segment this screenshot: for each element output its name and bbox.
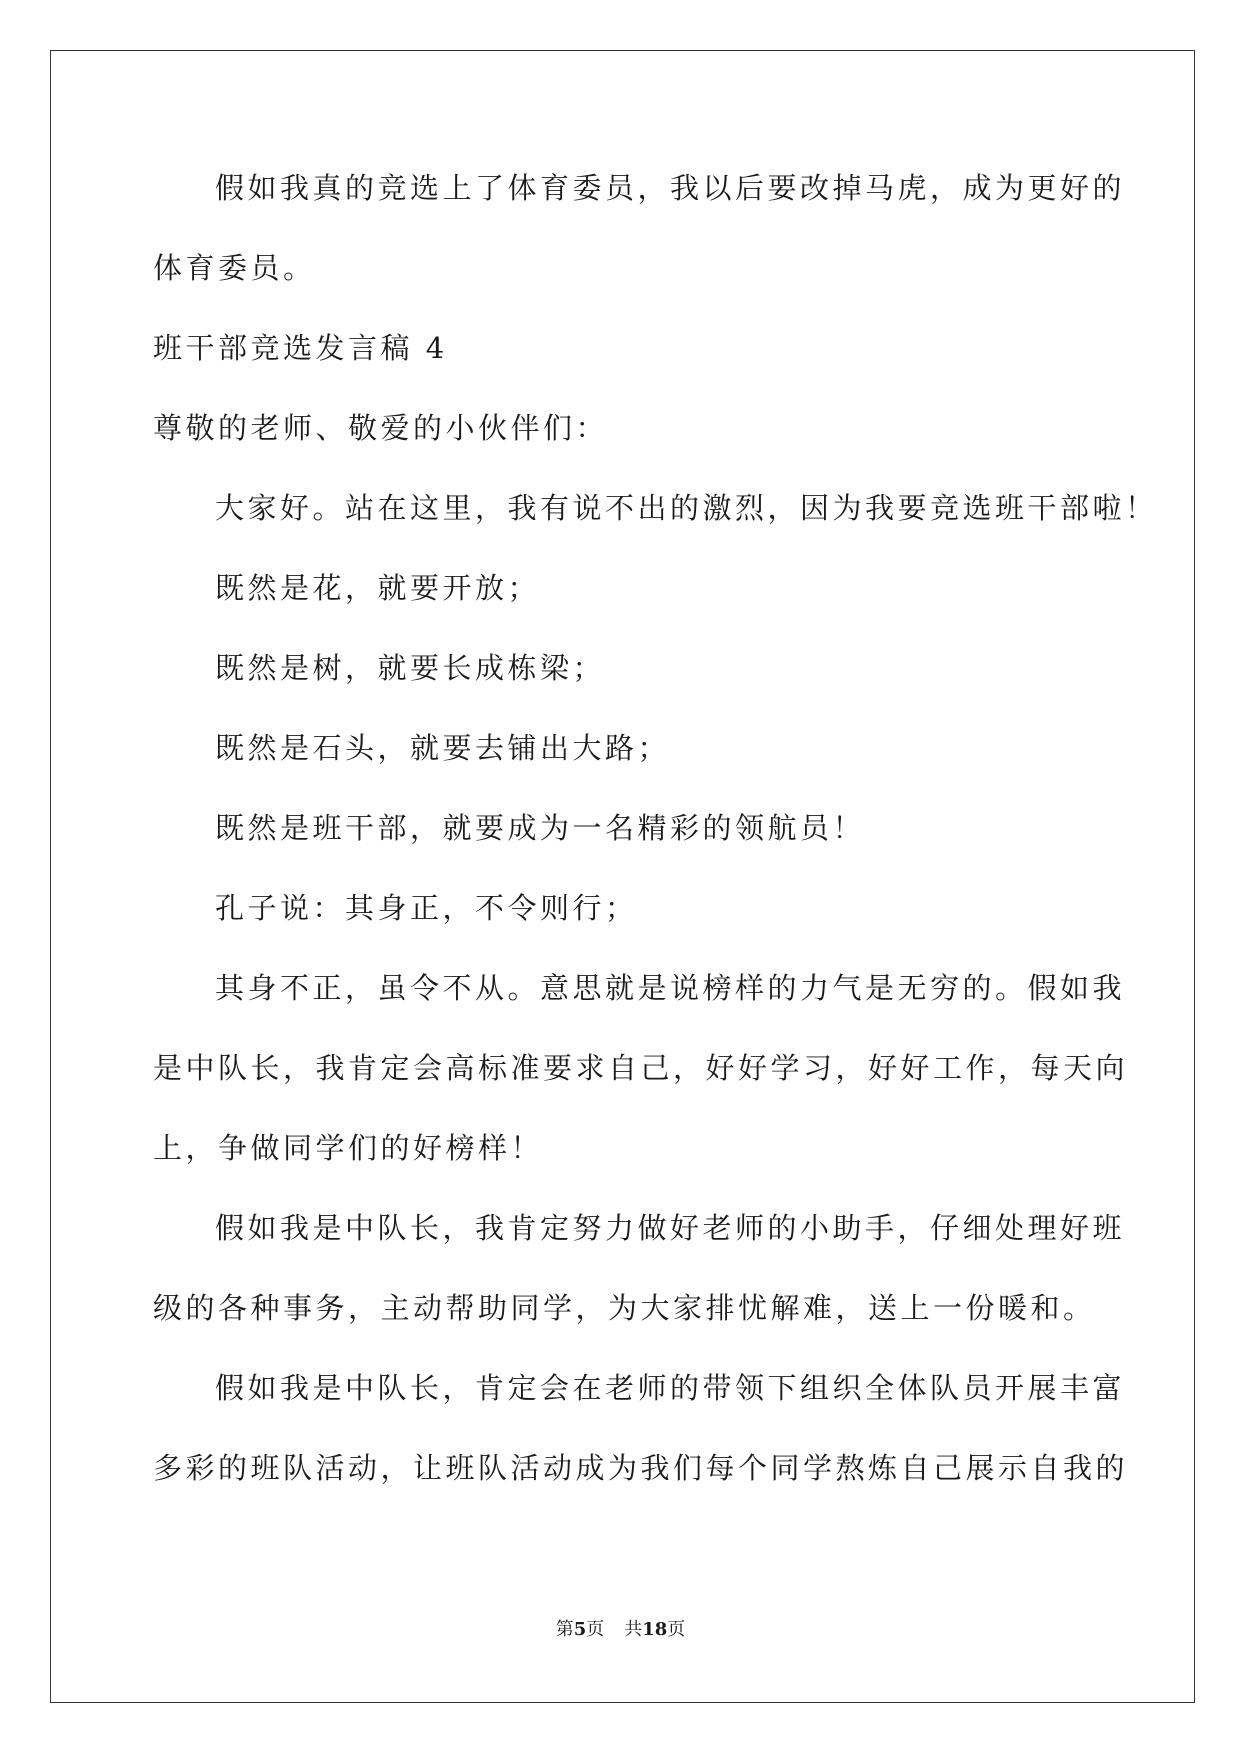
paragraph-line: 假如我真的竞选上了体育委员，我以后要改掉马虎，成为更好的 bbox=[215, 171, 1126, 205]
total-prefix: 共 bbox=[624, 1619, 643, 1640]
salutation: 尊敬的老师、敬爱的小伙伴们： bbox=[153, 411, 609, 445]
paragraph-line: 大家好。站在这里，我有说不出的激烈，因为我要竞选班干部啦！ bbox=[215, 491, 1158, 525]
paragraph-line: 是中队长，我肯定会高标准要求自己，好好学习，好好工作，每天向 bbox=[153, 1051, 1129, 1085]
page-footer bbox=[0, 1618, 1241, 1642]
paragraph-line: 既然是树，就要长成栋梁； bbox=[215, 651, 606, 685]
paragraph-line: 上，争做同学们的好榜样！ bbox=[153, 1131, 544, 1165]
page-number: 5 bbox=[573, 1619, 587, 1640]
paragraph-line: 孔子说：其身正，不令则行； bbox=[215, 891, 638, 925]
section-heading: 班干部竞选发言稿 4 bbox=[153, 331, 448, 365]
paragraph-line: 既然是班干部，就要成为一名精彩的领航员！ bbox=[215, 811, 866, 845]
paragraph-line: 既然是石头，就要去铺出大路； bbox=[215, 731, 671, 765]
paragraph-line: 其身不正，虽令不从。意思就是说榜样的力气是无穷的。假如我 bbox=[215, 971, 1126, 1005]
paragraph-line: 体育委员。 bbox=[153, 251, 316, 285]
page-prefix: 第 bbox=[555, 1619, 574, 1640]
paragraph-line: 既然是花，就要开放； bbox=[215, 571, 541, 605]
total-suffix: 页 bbox=[667, 1619, 686, 1640]
total-pages: 18 bbox=[642, 1619, 668, 1640]
paragraph-line: 假如我是中队长，我肯定努力做好老师的小助手，仔细处理好班 bbox=[215, 1211, 1126, 1245]
paragraph-line: 级的各种事务，主动帮助同学，为大家排忧解难，送上一份暖和。 bbox=[153, 1291, 1096, 1325]
page-suffix: 页 bbox=[586, 1619, 605, 1640]
paragraph-line: 假如我是中队长，肯定会在老师的带领下组织全体队员开展丰富 bbox=[215, 1371, 1126, 1405]
paragraph-line: 多彩的班队活动，让班队活动成为我们每个同学熬炼自己展示自我的 bbox=[153, 1451, 1129, 1485]
